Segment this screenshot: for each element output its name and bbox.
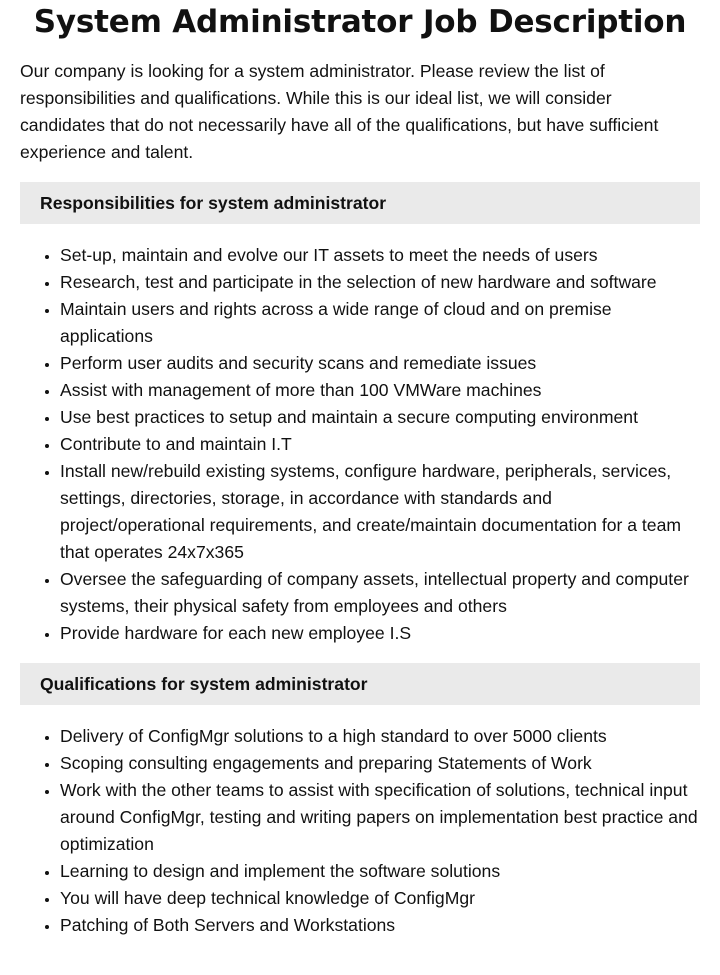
responsibilities-list xyxy=(20,242,700,647)
page-title: System Administrator Job Description xyxy=(33,4,687,40)
list-item: • Learning to design and implement the software solutions xyxy=(60,858,700,885)
list-item: • You will have deep technical knowledge of ConfigMgr xyxy=(60,885,700,912)
list-item: • Scoping consulting engagements and preparing Statements of Work xyxy=(60,750,700,777)
list-item: • Work with the other teams to assist with specification of solutions, technical input around ConfigMgr, testing and writing papers on implementation best practice and optimization xyxy=(60,777,700,858)
list-item: • Provide hardware for each new employee I.S xyxy=(60,620,700,647)
responsibilities-heading: Responsibilities for system administrator xyxy=(20,182,700,224)
qualifications-list xyxy=(20,723,700,939)
list-item: • Oversee the safeguarding of company assets, intellectual property and computer systems, their physical safety from employees and others xyxy=(60,566,700,620)
intro-paragraph: Our company is looking for a system administrator. Please review the list of responsibilities and qualifications. While this is our ideal list, we will consider candidates that do not necessarily have all of the qualifications, but have sufficient experience and talent. xyxy=(20,61,659,162)
list-item: • Perform user audits and security scans and remediate issues xyxy=(60,350,700,377)
list-item: • Set-up, maintain and evolve our IT assets to meet the needs of users xyxy=(60,242,700,269)
list-item: • Patching of Both Servers and Workstations xyxy=(60,912,700,939)
list-item: • Contribute to and maintain I.T xyxy=(60,431,700,458)
list-item: • Maintain users and rights across a wide range of cloud and on premise applications xyxy=(60,296,700,350)
list-item: • Delivery of ConfigMgr solutions to a high standard to over 5000 clients xyxy=(60,723,700,750)
list-item: • Use best practices to setup and maintain a secure computing environment xyxy=(60,404,700,431)
list-item: • Install new/rebuild existing systems, configure hardware, peripherals, services, settings, directories, storage, in accordance with standards and project/operational requirements, and create/maintain documentation for a team that operates 24x7x365 xyxy=(60,458,700,566)
list-item: • Assist with management of more than 100 VMWare machines xyxy=(60,377,700,404)
list-item: • Research, test and participate in the selection of new hardware and software xyxy=(60,269,700,296)
qualifications-heading: Qualifications for system administrator xyxy=(20,663,700,705)
